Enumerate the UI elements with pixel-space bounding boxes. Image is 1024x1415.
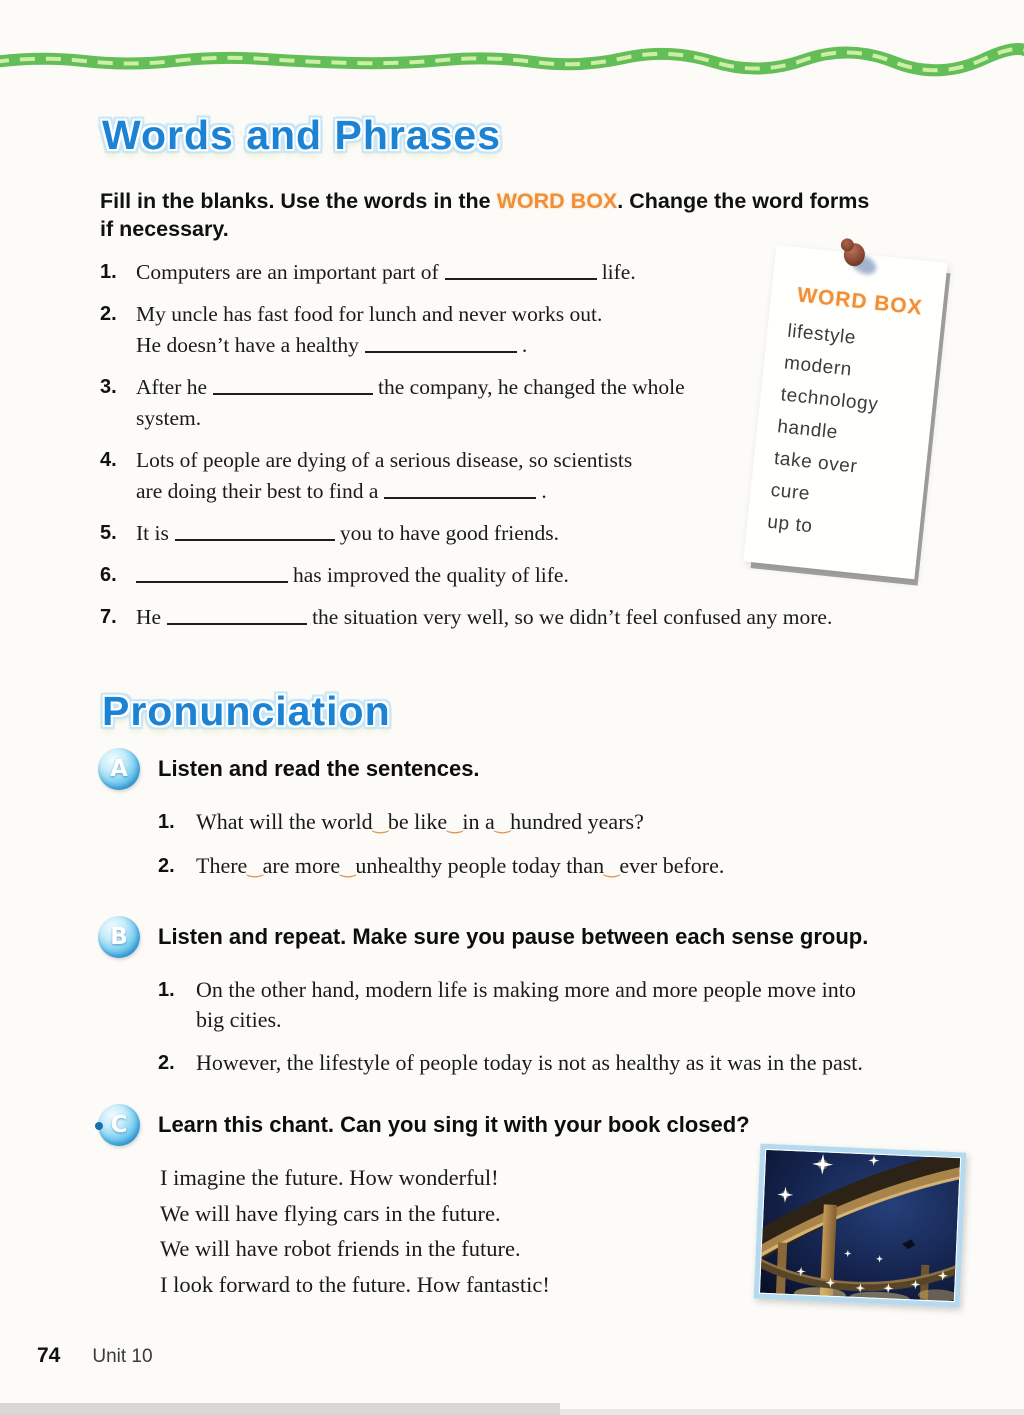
sentence-text: are doing their best to find a <box>136 479 379 503</box>
section-b-heading: Listen and repeat. Make sure you pause between each sense group. <box>158 924 869 949</box>
word-box-reference: WORD BOX <box>496 189 618 213</box>
sentence-item-2 <box>158 851 958 882</box>
item-number: 5. <box>100 522 117 544</box>
word-box-word: take over <box>773 447 859 478</box>
instructions-text: . Change the word forms <box>617 189 870 213</box>
answer-blank <box>167 612 307 625</box>
exercise-item-7 <box>100 602 980 633</box>
sentence-item-1 <box>158 807 958 838</box>
liaison-mark: ‿ <box>247 856 263 878</box>
sentence-item-2 <box>158 1048 958 1078</box>
sentence-text: the company, he changed the whole <box>378 375 685 399</box>
word-box-word: technology <box>779 384 880 416</box>
item-number: 1. <box>100 261 117 283</box>
item-number: 3. <box>100 376 117 398</box>
words-and-phrases-title: Words and Phrases <box>102 112 502 158</box>
chant-line: We will have robot friends in the future. <box>160 1236 521 1261</box>
section-b-header <box>98 916 1008 958</box>
badge-b-icon: B <box>98 916 140 958</box>
liaison-mark: ‿ <box>340 856 356 878</box>
liaison-mark: ‿ <box>494 812 511 834</box>
section-b <box>98 916 1008 1091</box>
item-number: 2. <box>158 855 175 877</box>
liaison-mark: ‿ <box>372 812 388 834</box>
sentence-text: has improved the quality of life. <box>293 563 569 587</box>
sentence-text: What will the world‿be like‿in a‿hundred years? <box>196 809 644 834</box>
word-box-title: WORD BOX <box>796 283 924 320</box>
badge-c-icon <box>98 1104 140 1146</box>
section-a-heading: Listen and read the sentences. <box>158 756 480 781</box>
section-b-items <box>158 975 958 1078</box>
exercise-instructions <box>100 187 1000 243</box>
badge-c-letter: C <box>110 1112 128 1138</box>
chant-line: I imagine the future. How wonderful! <box>160 1165 499 1190</box>
item-text <box>136 602 980 633</box>
sentence-text: After he <box>136 375 208 399</box>
chant-text <box>160 1160 720 1302</box>
section-c-header <box>98 1104 1008 1146</box>
sentence-line: big cities. <box>196 1007 282 1032</box>
sentence-text: Computers are an important part of <box>136 260 439 284</box>
page-footer <box>37 1344 153 1368</box>
sentence-text: It is <box>136 521 169 545</box>
section-c-heading: Learn this chant. Can you sing it with your book closed? <box>158 1112 750 1137</box>
sentence-text: My uncle has fast food for lunch and never works out. <box>136 302 603 326</box>
sentence-text: . <box>541 479 547 503</box>
item-number: 4. <box>100 449 117 471</box>
liaison-mark: ‿ <box>447 812 463 834</box>
instructions-line2: if necessary. <box>100 217 229 241</box>
item-number: 2. <box>158 1052 175 1074</box>
item-number: 1. <box>158 811 175 833</box>
sentence-text: . <box>521 333 528 357</box>
pronunciation-title: Pronunciation <box>102 688 391 734</box>
section-a-header <box>98 748 1008 790</box>
sentence-line: On the other hand, modern life is making more and more people move into <box>196 977 856 1002</box>
chant-line: We will have flying cars in the future. <box>160 1200 501 1226</box>
sentence-text: He doesn’t have a healthy <box>136 333 359 357</box>
word-box-word: lifestyle <box>786 320 858 349</box>
chant-line: I look forward to the future. How fantastic! <box>160 1271 550 1297</box>
item-number: 2. <box>100 303 117 325</box>
page-number: 74 <box>37 1344 61 1367</box>
section-a-items <box>158 807 958 882</box>
night-highway-photo <box>754 1144 967 1308</box>
word-box-word: modern <box>783 352 853 381</box>
sentence-text <box>196 975 958 1035</box>
word-box-word: cure <box>769 479 812 505</box>
answer-blank <box>445 267 597 280</box>
item-number: 6. <box>100 564 117 586</box>
sentence-text: life. <box>601 260 636 284</box>
badge-a-icon: A <box>98 748 140 790</box>
unit-label: Unit 10 <box>92 1346 153 1367</box>
item-number: 1. <box>158 979 175 1001</box>
sentence-item-1 <box>158 975 958 1035</box>
sentence-text: There‿are more‿unhealthy people today than‿ever before. <box>196 853 725 878</box>
sentence-text: the situation very well, so we didn’t feel confused any more. <box>312 605 833 629</box>
answer-blank <box>136 570 288 583</box>
green-wavy-border <box>0 42 1024 82</box>
answer-blank <box>384 486 536 499</box>
word-box-note <box>743 245 947 579</box>
page-edge-shadow <box>0 1403 560 1415</box>
answer-blank <box>175 528 335 541</box>
answer-blank <box>365 340 517 353</box>
word-box-list <box>766 316 941 555</box>
word-box-word: up to <box>766 511 814 538</box>
sentence-text: He <box>136 605 162 629</box>
sentence-text: Lots of people are dying of a serious disease, so scientists <box>136 448 633 472</box>
liaison-mark: ‿ <box>604 856 620 878</box>
word-box-word: handle <box>776 416 839 444</box>
sentence-text: you to have good friends. <box>339 521 559 545</box>
item-number: 7. <box>100 606 117 628</box>
badge-c-dot <box>95 1122 103 1130</box>
answer-blank <box>213 382 373 395</box>
sentence-text: However, the lifestyle of people today is not as healthy as it was in the past. <box>196 1050 863 1075</box>
sentence-text: system. <box>136 406 202 430</box>
pushpin-icon <box>837 238 881 282</box>
instructions-text: Fill in the blanks. Use the words in the <box>100 189 497 213</box>
section-a <box>98 748 1008 895</box>
instructions-line1 <box>100 187 1000 215</box>
